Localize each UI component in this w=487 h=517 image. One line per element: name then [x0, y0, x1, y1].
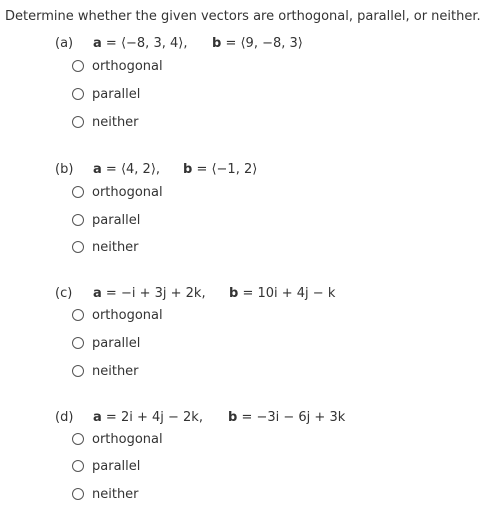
- option-label: neither: [92, 239, 139, 255]
- part-d-label: (d): [55, 410, 74, 425]
- part-a-option-orthogonal[interactable]: [72, 56, 163, 76]
- part-c-option-neither[interactable]: [72, 361, 139, 381]
- part-a-label: (a): [55, 36, 74, 51]
- option-label: orthogonal: [92, 184, 163, 200]
- part-b-vector-a: a = ⟨4, 2⟩,: [93, 162, 161, 177]
- part-d: [55, 410, 475, 502]
- part-a-vector-b: b = ⟨9, −8, 3⟩: [212, 36, 303, 51]
- part-a-header: [55, 36, 475, 58]
- option-label: parallel: [92, 458, 141, 474]
- part-c-vector-b: b = 10i + 4j − k: [229, 286, 336, 301]
- option-label: neither: [92, 486, 139, 502]
- part-a-option-neither[interactable]: [72, 112, 139, 132]
- radio-icon[interactable]: [72, 241, 84, 253]
- radio-icon[interactable]: [72, 460, 84, 472]
- radio-icon[interactable]: [72, 488, 84, 500]
- radio-icon[interactable]: [72, 433, 84, 445]
- part-d-option-parallel[interactable]: [72, 456, 140, 476]
- radio-icon[interactable]: [72, 186, 84, 198]
- question-text: Determine whether the given vectors are orthogonal, parallel, or neither.: [5, 9, 481, 24]
- radio-icon[interactable]: [72, 60, 84, 72]
- option-label: parallel: [92, 86, 141, 102]
- part-b-option-orthogonal[interactable]: [72, 182, 163, 202]
- part-b-option-neither[interactable]: [72, 237, 139, 257]
- option-label: orthogonal: [92, 58, 163, 74]
- radio-icon[interactable]: [72, 88, 84, 100]
- part-c-vector-a: a = −i + 3j + 2k,: [93, 286, 206, 301]
- option-label: parallel: [92, 335, 141, 351]
- radio-icon[interactable]: [72, 337, 84, 349]
- radio-icon[interactable]: [72, 116, 84, 128]
- part-d-vector-b: b = −3i − 6j + 3k: [228, 410, 346, 425]
- option-label: orthogonal: [92, 307, 163, 323]
- part-b-option-parallel[interactable]: [72, 210, 140, 230]
- part-d-option-orthogonal[interactable]: [72, 429, 163, 449]
- part-a-option-parallel[interactable]: [72, 84, 140, 104]
- radio-icon[interactable]: [72, 214, 84, 226]
- part-d-option-neither[interactable]: [72, 484, 139, 504]
- option-label: parallel: [92, 212, 141, 228]
- radio-icon[interactable]: [72, 309, 84, 321]
- part-c-option-orthogonal[interactable]: [72, 305, 163, 325]
- part-a: [55, 36, 475, 130]
- part-b-header: [55, 162, 475, 184]
- part-c-option-parallel[interactable]: [72, 333, 140, 353]
- part-b-label: (b): [55, 162, 74, 177]
- option-label: neither: [92, 363, 139, 379]
- option-label: orthogonal: [92, 431, 163, 447]
- part-c-label: (c): [55, 286, 73, 301]
- radio-icon[interactable]: [72, 365, 84, 377]
- part-b: [55, 162, 475, 255]
- part-c: [55, 286, 475, 379]
- part-a-vector-a: a = ⟨−8, 3, 4⟩,: [93, 36, 188, 51]
- part-d-vector-a: a = 2i + 4j − 2k,: [93, 410, 203, 425]
- option-label: neither: [92, 114, 139, 130]
- part-b-vector-b: b = ⟨−1, 2⟩: [183, 162, 258, 177]
